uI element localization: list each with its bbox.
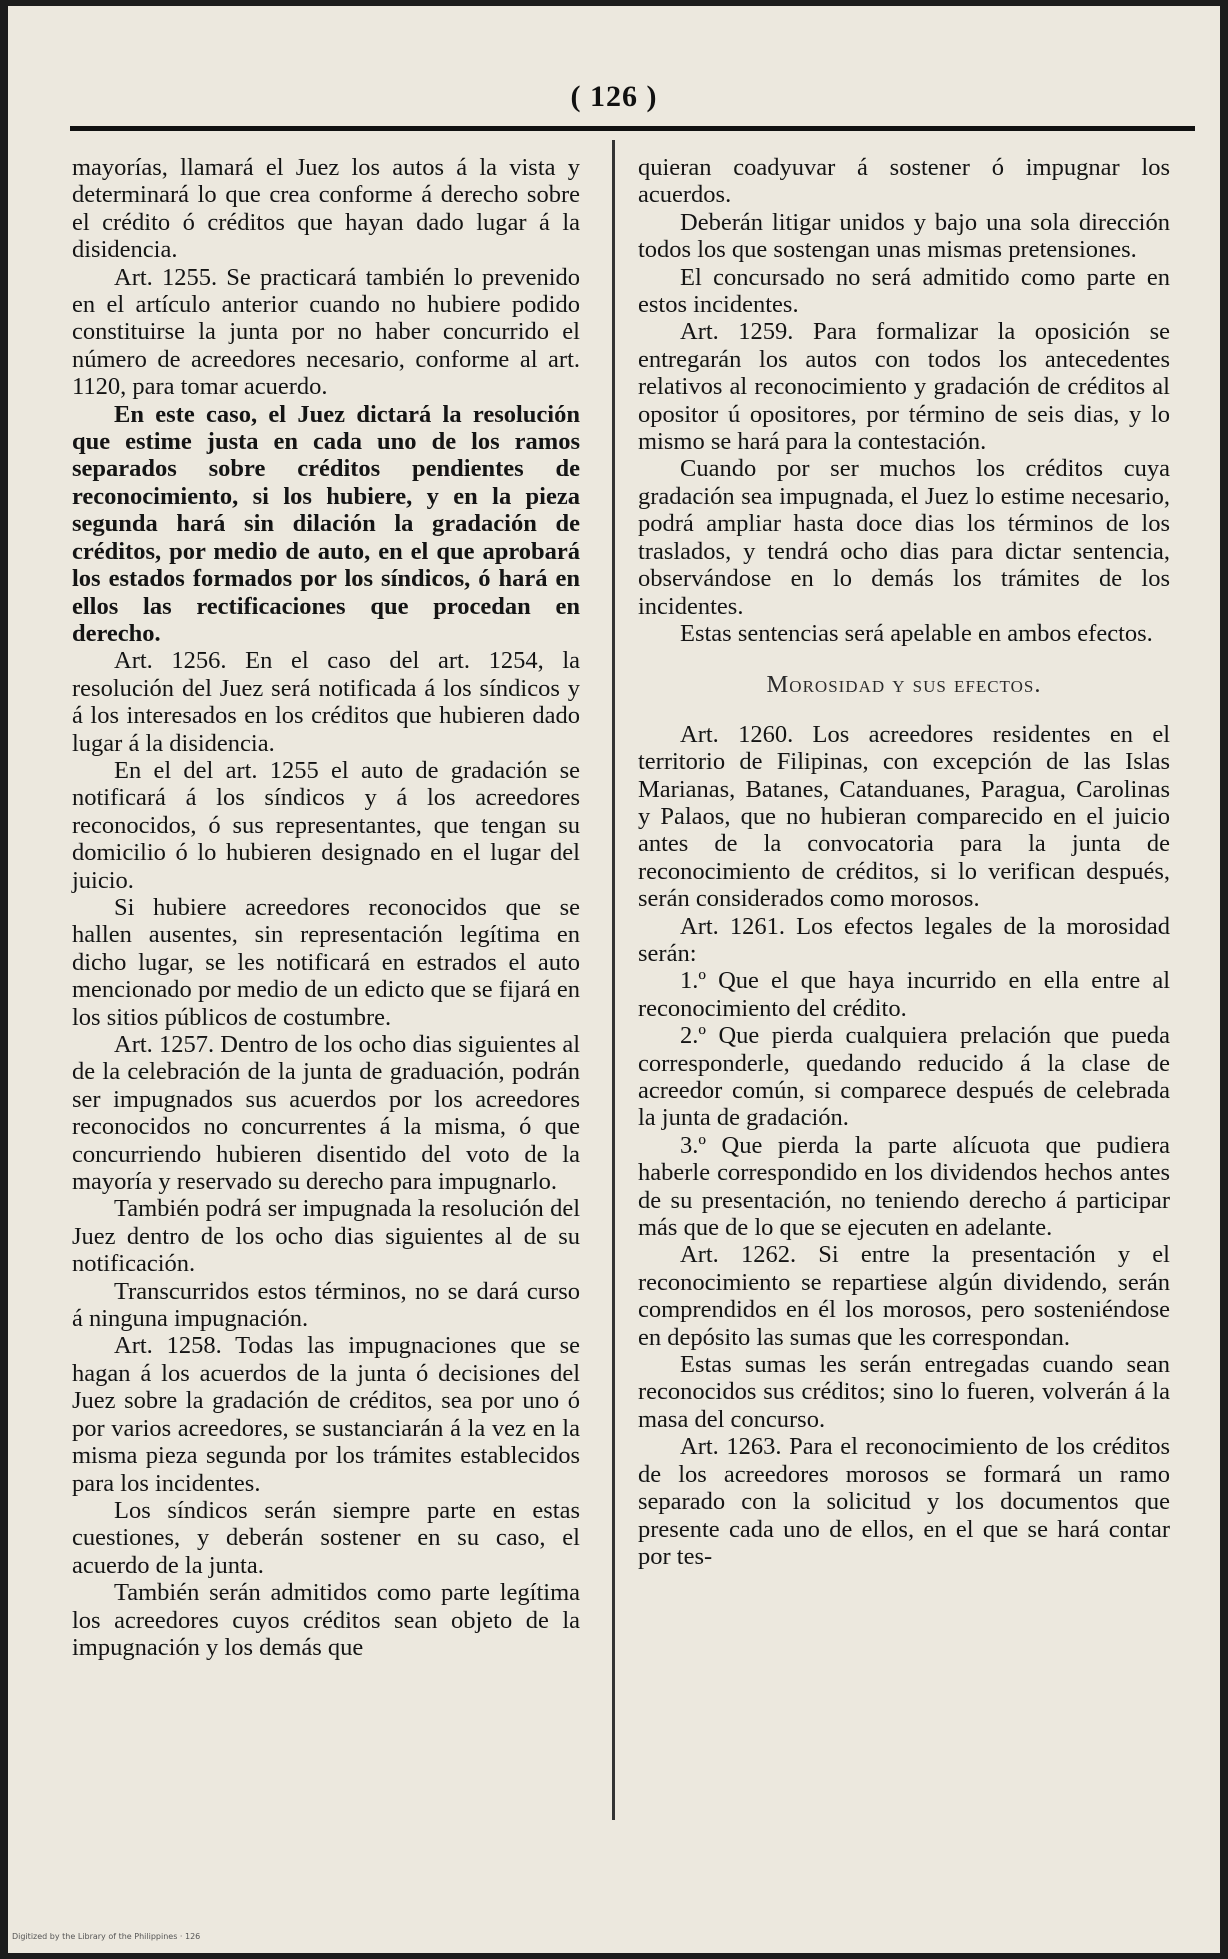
paragraph: Los síndicos serán siempre parte en estas cuestiones, y deberán sostener en su caso, el acuerdo de la junta. [72, 1496, 580, 1579]
section-heading: Morosidad y sus efectos. [766, 671, 1042, 699]
paragraph: 1.º Que el que haya incurrido en ella entre al reconocimiento del crédito. [638, 967, 1170, 1022]
paragraph: Estas sumas les serán entregadas cuando sean reconocidos sus créditos; sino lo fueren, volverán á la masa del concurso. [638, 1351, 1170, 1433]
paragraph: También serán admitidos como parte legítima los acreedores cuyos créditos sean objeto de la impugnación y los demás que [72, 1579, 580, 1661]
paragraph: 3.º Que pierda la parte alícuota que pudiera haberle correspondido en los dividendos hechos antes de su presentación, no teniendo derecho á participar más que de lo que se ejecuten en adelante. [638, 1131, 1170, 1242]
paragraph: En este caso, el Juez dictará la resolución que estime justa en cada uno de los ramos separados sobre créditos pendientes de reconocimiento, si los hubiere, y en la pieza segunda hará sin dilación la gradación de créditos, por medio de auto, en el que aprobará los estados formados por los síndicos, ó hará en ellos las rectificaciones que procedan en derecho. [72, 400, 580, 647]
paragraph: Art. 1259. Para formalizar la oposición se entregarán los autos con todos los antecedentes relativos al reconocimiento y gradación de créditos al opositor ú opositores, por término de seis dias, y lo mismo se hará para la contestación. [638, 318, 1170, 456]
paragraph: Art. 1261. Los efectos legales de la morosidad serán: [638, 912, 1170, 967]
paragraph: El concursado no será admitido como parte en estos incidentes. [638, 263, 1170, 319]
paragraph: En el del art. 1255 el auto de gradación se notificará á los síndicos y á los acreedores reconocidos, ó sus representantes, que tengan su domicilio ó lo hubieren designado en el lugar del juicio. [72, 756, 580, 894]
paragraph: Art. 1258. Todas las impugnaciones que se hagan á los acuerdos de la junta ó decisiones del Juez sobre la gradación de créditos, sea por uno ó por varios acreedores, se sustanciarán á la vez en la misma pieza segunda por los trámites establecidos para los incidentes. [72, 1332, 580, 1497]
paragraph: Art. 1257. Dentro de los ocho dias siguientes al de la celebración de la junta de graduación, podrán ser impugnados sus acuerdos por los acreedores reconocidos no concurrentes á la misma, ó que concurriendo hubieren disentido del voto de la mayoría y reservado su derecho para impugnarlo. [72, 1031, 580, 1196]
document-page [8, 6, 1220, 1953]
left-column [72, 154, 580, 1661]
paragraph: Art. 1256. En el caso del art. 1254, la resolución del Juez será notificada á los síndicos y á los interesados en los créditos que hubieren dado lugar á la disidencia. [72, 647, 580, 757]
paragraph: Art. 1262. Si entre la presentación y el reconocimiento se repartiese algún dividendo, serán comprendidos en él los morosos, pero sosteniéndose en depósito las sumas que les correspondan. [638, 1241, 1170, 1351]
paragraph: Si hubiere acreedores reconocidos que se hallen ausentes, sin representación legítima en dicho lugar, se les notificará en estrados el auto mencionado por medio de un edicto que se fijará en los sitios públicos de costumbre. [72, 893, 580, 1031]
paragraph: Estas sentencias será apelable en ambos efectos. [680, 619, 1153, 647]
paragraph: También podrá ser impugnada la resolución del Juez dentro de los ocho dias siguientes al de su notificación. [72, 1195, 580, 1278]
paragraph: Cuando por ser muchos los créditos cuya gradación sea impugnada, el Juez lo estime necesario, podrá ampliar hasta doce dias los términos de los traslados, y tendrá ocho dias para dictar sentencia, observándose en lo demás los trámites de los incidentes. [638, 455, 1170, 620]
column-divider [612, 140, 615, 1820]
paragraph: Art. 1263. Para el reconocimiento de los créditos de los acreedores morosos se formará un ramo separado con la solicitud y los documentos que presente cada uno de ellos, en el que se hará contar por tes- [638, 1433, 1170, 1570]
page-number: ( 126 ) [570, 80, 658, 113]
paragraph: Art. 1260. Los acreedores residentes en el territorio de Filipinas, con excepción de las Islas Marianas, Batanes, Catanduanes, Paragua, Carolinas y Palaos, que no hubieran comparecido en el juicio antes de la convocatoria para la junta de reconocimiento de créditos, si lo verifican después, serán considerados como morosos. [638, 720, 1170, 913]
right-column [638, 154, 1170, 1570]
paragraph: mayorías, llamará el Juez los autos á la vista y determinará lo que crea conforme á derecho sobre el crédito ó créditos que hayan dado lugar á la disidencia. [72, 154, 580, 264]
paragraph: Deberán litigar unidos y bajo una sola dirección todos los que sostengan unas mismas pretensiones. [638, 208, 1170, 264]
scan-footer: Digitized by the Library of the Philippines · 126 [12, 1932, 201, 1941]
paragraph: Transcurridos estos términos, no se dará curso á ninguna impugnación. [72, 1277, 580, 1333]
paragraph: Art. 1255. Se practicará también lo prevenido en el artículo anterior cuando no hubiere podido constituirse la junta por no haber concurrido el número de acreedores necesario, conforme al art. 1120, para tomar acuerdo. [72, 263, 580, 401]
paragraph: quieran coadyuvar á sostener ó impugnar los acuerdos. [638, 154, 1170, 209]
header-rule [70, 126, 1195, 131]
paragraph: 2.º Que pierda cualquiera prelación que pueda corresponderle, quedando reducido á la clase de acreedor común, si comparece después de celebrada la junta de gradación. [638, 1022, 1170, 1132]
